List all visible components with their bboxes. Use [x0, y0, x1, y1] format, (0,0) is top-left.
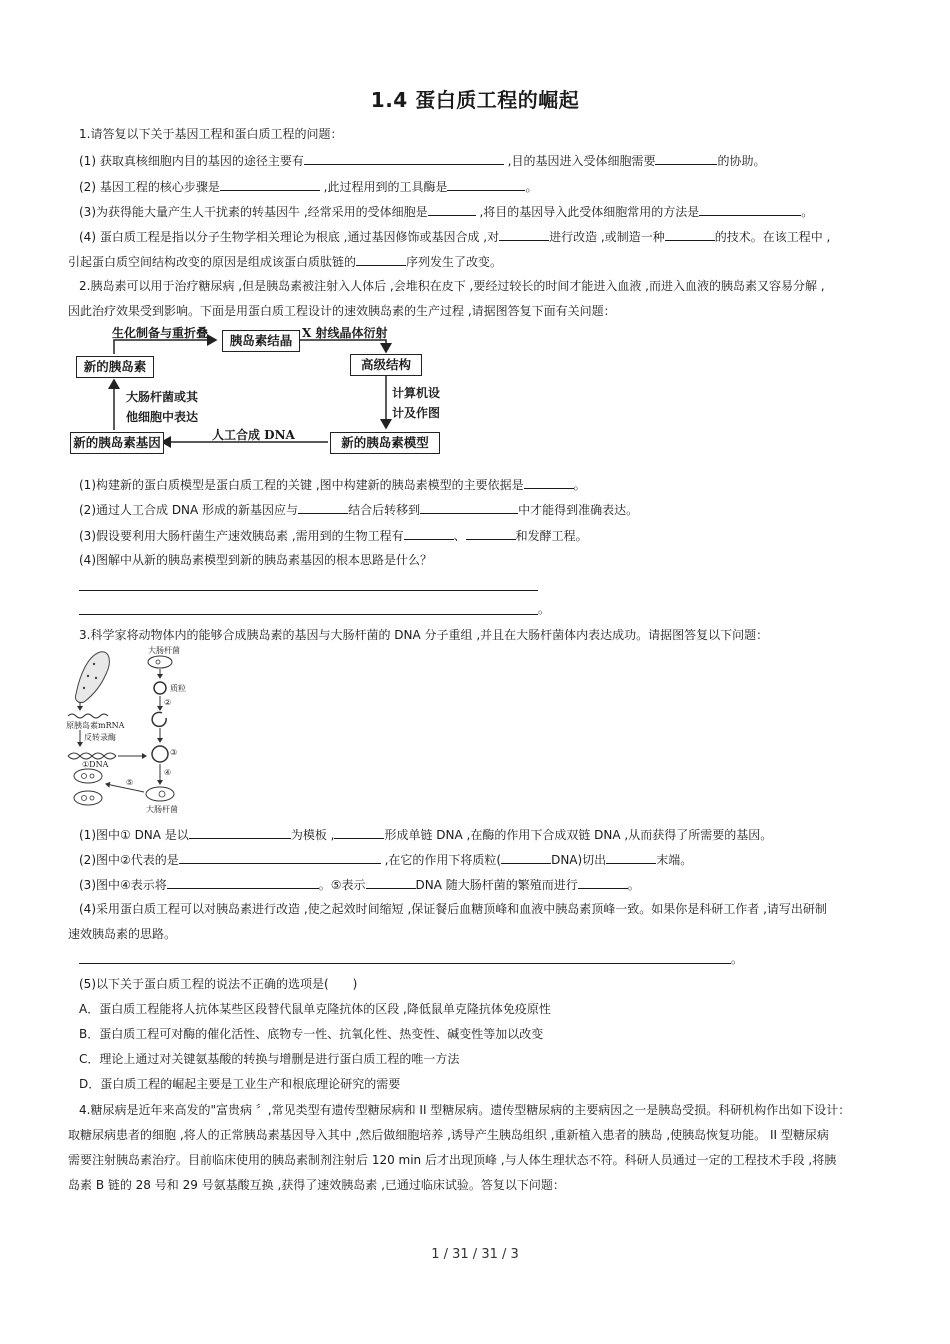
- label-synth-dna: 人工合成 DNA: [212, 428, 295, 442]
- label-step-5: ⑤: [126, 778, 134, 787]
- q3-option-b[interactable]: B．蛋白质工程可对酶的催化活性、底物专一性、抗氧化性、热变性、碱变性等加以改变: [79, 1027, 544, 1041]
- label-step-2: ②: [164, 698, 172, 707]
- insulin-flow-diagram: [66, 322, 456, 462]
- q2-blank-1[interactable]: [524, 476, 574, 489]
- q3-p3d: 。: [627, 878, 640, 892]
- q1-p2b: ,此过程用到的工具酶是: [319, 180, 448, 194]
- q2-answer-end: 。: [538, 602, 551, 616]
- dividing-cell-1: [74, 769, 102, 783]
- q2-part3: [79, 527, 588, 544]
- q3-p1a: (1)图中① DNA 是以: [79, 828, 189, 842]
- q3-blank-4[interactable]: [501, 851, 551, 864]
- q3-part3: [79, 876, 640, 893]
- label-step-3: ③: [170, 748, 178, 757]
- q1-p4a: (4) 蛋白质工程是指以分子生物学相关理论为根底 ,通过基因修饰或基因合成 ,对: [79, 230, 500, 244]
- q1-p4e: 序列发生了改变。: [406, 255, 503, 269]
- q2-stem-1: 2.胰岛素可以用于治疗糖尿病 ,但是胰岛素被注射入人体后 ,会堆积在皮下 ,要经过较长的时间才能进入血液 ,而进入血液的胰岛素又容易分解 ,: [79, 279, 825, 293]
- q1-p1c: 的协助。: [717, 154, 766, 168]
- q1-p1a: (1) 获取真核细胞内目的基因的途径主要有: [79, 154, 304, 168]
- q3-part4-cont: 速效胰岛素的思路。: [68, 927, 177, 941]
- q2-p1b: 。: [573, 478, 586, 492]
- q3-p1c: 形成单链 DNA ,在酶的作用下合成双链 DNA ,从而获得了所需要的基因。: [384, 828, 773, 842]
- label-xray: X 射线晶体衍射: [302, 326, 388, 340]
- q2-p2b: 结合后转移到: [348, 503, 421, 517]
- box-new-insulin: 新的胰岛素: [76, 356, 154, 378]
- q3-part2: [79, 851, 692, 868]
- q2-p3a: (3)假设要利用大肠杆菌生产速效胰岛素 ,需用到的生物工程有: [79, 529, 404, 543]
- q2-answer-line-1[interactable]: [79, 590, 538, 591]
- q2-p3b: 、: [453, 529, 466, 543]
- q2-answer-line-2[interactable]: [79, 614, 538, 615]
- q3-answer-end: 。: [731, 952, 744, 966]
- q2-blank-4[interactable]: [404, 527, 454, 540]
- dividing-cell-2: [74, 791, 102, 805]
- q4-line-2: 取糖尿病患者的细胞 ,将人的正常胰岛素基因导入其中 ,然后做细胞培养 ,诱导产生胰岛组织 ,重新植入患者的胰岛 ,使胰岛恢复功能。 II 型糖尿病: [68, 1128, 829, 1142]
- q2-stem-2: 因此治疗效果受到影响。下面是用蛋白质工程设计的速效胰岛素的生产过程 ,请据图答复下面有关问题：: [68, 304, 616, 318]
- q3-part5: (5)以下关于蛋白质工程的说法不正确的选项是( ): [79, 977, 358, 991]
- q1-p2a: (2) 基因工程的核心步骤是: [79, 180, 220, 194]
- q3-blank-1[interactable]: [189, 826, 291, 839]
- q3-answer-line[interactable]: [79, 963, 731, 964]
- label-dna: ①DNA: [82, 760, 109, 769]
- q3-blank-2[interactable]: [334, 826, 384, 839]
- q3-blank-5[interactable]: [606, 851, 656, 864]
- q1-p3a: (3)为获得能大量产生人干扰素的转基因牛 ,经常采用的受体细胞是: [79, 205, 428, 219]
- q1-p3c: 。: [801, 205, 814, 219]
- q3-p3c: DNA 随大肠杆菌的繁殖而进行: [415, 878, 578, 892]
- label-fold: 生化制备与重折叠: [112, 326, 209, 340]
- q4-line-3: 需要注射胰岛素治疗。目前临床使用的胰岛素制剂注射后 120 min 后才出现顶峰 ,与人体生理状态不符。科研人员通过一定的工程技术手段 ,将胰: [68, 1153, 837, 1167]
- q2-part4: (4)图解中从新的胰岛素模型到新的胰岛素基因的根本思路是什么？: [79, 553, 433, 567]
- page-footer: 1 / 31 / 31 / 3: [431, 1247, 519, 1262]
- label-computer-2: 计及作图: [392, 406, 441, 420]
- q2-p2a: (2)通过人工合成 DNA 形成的新基因应与: [79, 503, 299, 517]
- label-step-4: ④: [164, 768, 172, 777]
- q3-blank-3[interactable]: [179, 851, 381, 864]
- box-insulin-crystal: 胰岛素结晶: [222, 330, 300, 352]
- box-new-gene: 新的胰岛素基因: [70, 432, 164, 454]
- q1-part2: [79, 178, 537, 195]
- q1-blank-1[interactable]: [304, 152, 504, 165]
- q3-blank-7[interactable]: [366, 876, 416, 889]
- q1-part1: [79, 152, 765, 169]
- q1-blank-3[interactable]: [220, 178, 320, 191]
- q2-blank-2[interactable]: [298, 501, 348, 514]
- q1-blank-9[interactable]: [356, 253, 406, 266]
- q1-part4: [79, 228, 830, 245]
- q1-stem: 1.请答复以下关于基因工程和蛋白质工程的问题：: [79, 127, 343, 141]
- q1-blank-5[interactable]: [428, 203, 476, 216]
- q1-p4c: 的技术。在该工程中 ,: [714, 230, 831, 244]
- recombinant-plasmid-icon: [152, 746, 168, 762]
- q3-p3b: 。⑤表示: [318, 878, 366, 892]
- q1-p3b: ,将目的基因导入此受体细胞常用的方法是: [475, 205, 700, 219]
- q3-p3a: (3)图中④表示将: [79, 878, 167, 892]
- dna-helix: [68, 753, 116, 759]
- q1-p1b: ,目的基因进入受体细胞需要: [503, 154, 656, 168]
- label-ecoli-bottom: 大肠杆菌: [146, 805, 178, 814]
- ecoli-bottom-icon: [146, 787, 174, 801]
- plasmid-icon: [154, 682, 166, 694]
- label-express-2: 他细胞中表达: [126, 410, 199, 424]
- q1-p2c: 。: [525, 180, 538, 194]
- label-ecoli-top: 大肠杆菌: [148, 646, 180, 655]
- box-new-model: 新的胰岛素模型: [330, 432, 440, 454]
- q2-part1: [79, 476, 586, 493]
- q4-line-4: 岛素 B 链的 28 号和 29 号氨基酸互换 ,获得了速效胰岛素 ,已通过临床试验。答复以下问题：: [68, 1178, 565, 1192]
- q1-p4d: 引起蛋白质空间结构改变的原因是组成该蛋白质肽链的: [68, 255, 357, 269]
- label-plasmid: 质粒: [170, 684, 186, 693]
- q2-p3c: 和发酵工程。: [515, 529, 588, 543]
- q3-blank-6[interactable]: [167, 876, 319, 889]
- q2-blank-5[interactable]: [466, 527, 516, 540]
- q1-blank-6[interactable]: [699, 203, 801, 216]
- q1-p4b: 进行改造 ,或制造一种: [549, 230, 665, 244]
- q3-option-d[interactable]: D．蛋白质工程的崛起主要是工业生产和根底理论研究的需要: [79, 1077, 401, 1091]
- q1-part4-cont: [68, 253, 502, 270]
- q1-blank-4[interactable]: [447, 178, 525, 191]
- q3-p2d: 末端。: [656, 853, 693, 867]
- q1-blank-8[interactable]: [665, 228, 715, 241]
- q3-part1: [79, 826, 772, 843]
- label-mrna: 原胰岛素mRNA: [66, 721, 125, 730]
- q3-p2a: (2)图中②代表的是: [79, 853, 179, 867]
- q3-p2b: ,在它的作用下将质粒(: [380, 853, 502, 867]
- q3-option-a[interactable]: A．蛋白质工程能将人抗体某些区段替代鼠单克隆抗体的区段 ,降低鼠单克隆抗体免疫原性: [79, 1002, 551, 1016]
- mrna-strand: [68, 714, 108, 718]
- q2-p2c: 中才能得到准确表达。: [518, 503, 639, 517]
- q2-blank-3[interactable]: [420, 501, 518, 514]
- q3-option-c[interactable]: C．理论上通过对关键氨基酸的转换与增删是进行蛋白质工程的唯一方法: [79, 1052, 460, 1066]
- q4-line-1: 4.糖尿病是近年来高发的"富贵病 〞,常见类型有遗传型糖尿病和 II 型糖尿病。遗传型糖尿病的主要病因之一是胰岛受损。科研机构作出如下设计：: [79, 1103, 851, 1117]
- q3-part4: (4)采用蛋白质工程可以对胰岛素进行改造 ,使之起效时间缩短 ,保证餐后血糖顶峰和血液中胰岛素顶峰一致。如果你是科研工作者 ,请写出研制: [79, 902, 827, 916]
- q2-p1a: (1)构建新的蛋白质模型是蛋白质工程的关键 ,图中构建新的胰岛素模型的主要依据是: [79, 478, 524, 492]
- q1-part3: [79, 203, 813, 220]
- label-express-1: 大肠杆菌或其: [126, 390, 199, 404]
- label-computer-1: 计算机设: [392, 386, 441, 400]
- q3-p1b: 为模板 ,: [290, 828, 335, 842]
- q1-blank-7[interactable]: [499, 228, 549, 241]
- recombinant-dna-figure: [66, 644, 196, 814]
- pancreas-icon: [75, 652, 109, 703]
- q1-blank-2[interactable]: [655, 152, 717, 165]
- q3-p2c: DNA)切出: [551, 853, 607, 867]
- q3-stem: 3.科学家将动物体内的能够合成胰岛素的基因与大肠杆菌的 DNA 分子重组 ,并且在大肠杆菌体内表达成功。请据图答复以下问题：: [79, 628, 769, 642]
- cut-plasmid-icon: [152, 712, 166, 726]
- arrow-fold: [114, 340, 216, 354]
- q3-blank-8[interactable]: [578, 876, 628, 889]
- box-high-structure: 高级结构: [350, 354, 422, 376]
- page-title: 1.4 蛋白质工程的崛起: [370, 88, 580, 112]
- label-reverse-transcriptase: 反转录酶: [84, 733, 116, 742]
- q2-part2: [79, 501, 638, 518]
